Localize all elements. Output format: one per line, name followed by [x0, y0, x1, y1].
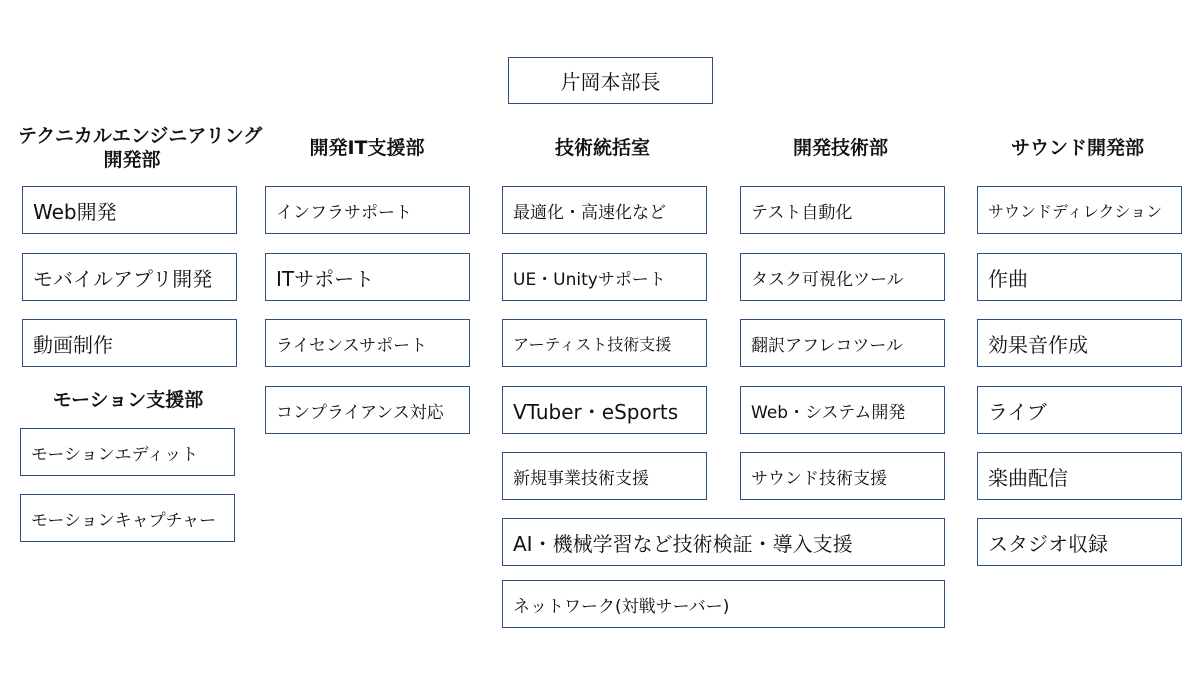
item-label: UE・Unityサポート: [513, 269, 666, 290]
item-studio-recording: [977, 518, 1182, 566]
item-motion-edit: [20, 428, 235, 476]
item-label: インフラサポート: [276, 202, 412, 223]
item-label: 作曲: [988, 266, 1028, 291]
item-label: アーティスト技術支援: [513, 334, 672, 354]
item-label: Web・システム開発: [751, 402, 906, 423]
dept-title-line2: 開発部: [103, 149, 161, 171]
item-label: 翻訳アフレコツール: [751, 335, 903, 356]
item-ue-unity-support: [502, 253, 707, 301]
item-mobile-app-dev: [22, 253, 237, 301]
item-sound-tech-support: [740, 452, 945, 500]
dept-tech-control-title: [500, 136, 705, 160]
item-new-business-support: [502, 452, 707, 500]
item-composition: [977, 253, 1182, 301]
item-compliance: [265, 386, 470, 434]
item-video-production: [22, 319, 237, 367]
item-label: サウンド技術支援: [751, 468, 887, 489]
item-label: ITサポート: [276, 266, 375, 291]
item-web-dev: [22, 186, 237, 234]
item-sound-effects: [977, 319, 1182, 367]
item-label: コンプライアンス対応: [276, 402, 444, 423]
item-label: サウンドディレクション: [988, 201, 1163, 221]
item-label: テスト自動化: [751, 202, 853, 223]
item-it-support: [265, 253, 470, 301]
item-label: AI・機械学習など技術検証・導入支援: [513, 531, 853, 556]
item-label: モーションエディット: [31, 444, 199, 465]
item-web-system-dev: [740, 386, 945, 434]
head-box: [508, 57, 713, 104]
item-label: モバイルアプリ開発: [33, 266, 213, 291]
dept-dev-it-support-title: [262, 136, 472, 160]
item-label: Web開発: [33, 199, 117, 224]
item-infra-support: [265, 186, 470, 234]
item-label: 最適化・高速化など: [513, 202, 666, 223]
item-label: モーションキャプチャー: [31, 510, 217, 531]
dept-title: サウンド開発部: [1010, 137, 1144, 159]
item-vtuber-esports: [502, 386, 707, 434]
item-ai-ml-verification: [502, 518, 945, 566]
item-label: 新規事業技術支援: [513, 468, 649, 489]
dept-title: 開発技術部: [792, 137, 888, 159]
item-motion-capture: [20, 494, 235, 542]
item-optimization: [502, 186, 707, 234]
item-label: スタジオ収録: [988, 531, 1108, 556]
item-artist-tech-support: [502, 319, 707, 367]
item-label: ライセンスサポート: [276, 335, 428, 356]
item-task-visualization: [740, 253, 945, 301]
dept-title: 技術統括室: [554, 137, 650, 159]
item-label: 楽曲配信: [988, 465, 1068, 490]
dept-motion-support-title: [18, 388, 238, 412]
dept-title: モーション支援部: [52, 389, 204, 411]
dept-title-line1: テクニカルエンジニアリング: [18, 125, 263, 147]
item-label: VTuber・eSports: [513, 399, 679, 424]
item-label: ネットワーク(対戦サーバー): [513, 596, 730, 617]
item-sound-direction: [977, 186, 1182, 234]
item-live: [977, 386, 1182, 434]
item-translation-dubbing: [740, 319, 945, 367]
item-label: タスク可視化ツール: [751, 269, 904, 290]
item-label: 動画制作: [33, 332, 113, 357]
dept-sound-dev-title: [975, 136, 1180, 160]
item-label: 効果音作成: [988, 332, 1088, 357]
head-label: 片岡本部長: [560, 70, 661, 94]
item-test-automation: [740, 186, 945, 234]
item-label: ライブ: [988, 399, 1047, 424]
dept-dev-tech-title: [738, 136, 943, 160]
item-license-support: [265, 319, 470, 367]
dept-title: 開発IT支援部: [309, 137, 425, 159]
item-network-battle-server: [502, 580, 945, 628]
item-music-distribution: [977, 452, 1182, 500]
dept-technical-engineering-title: [18, 124, 263, 172]
